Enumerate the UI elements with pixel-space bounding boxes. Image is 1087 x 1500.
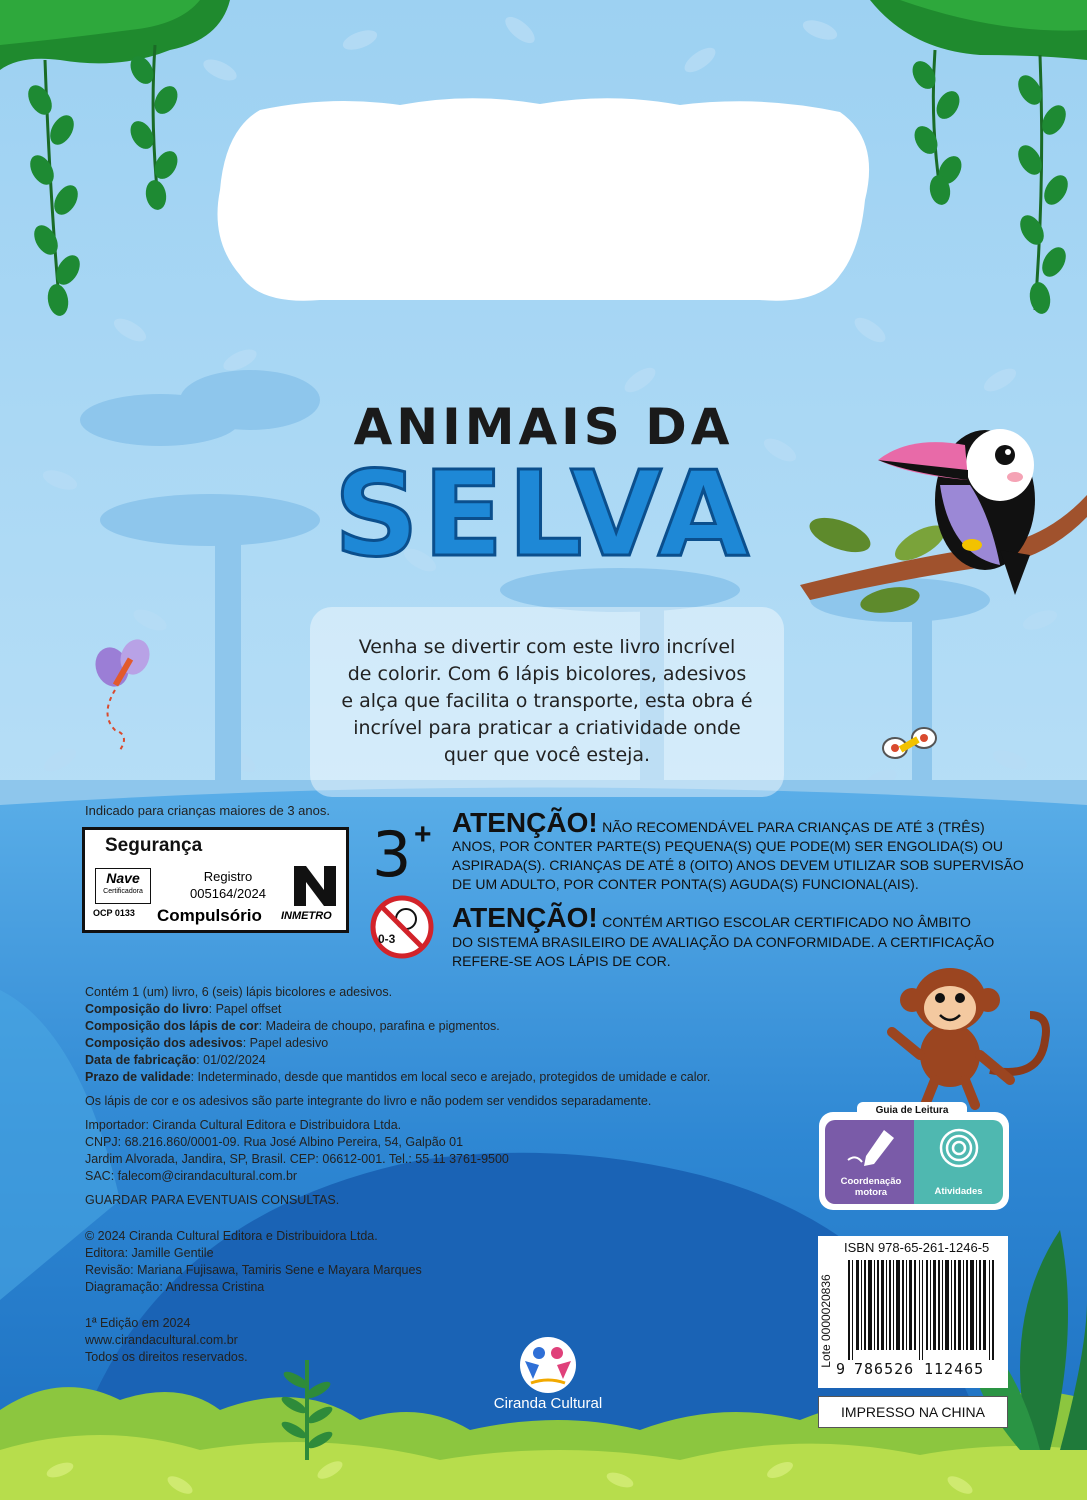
guide-left-label: [825, 1176, 917, 1198]
importer-line: Jardim Alvorada, Jandira, SP, Brasil. CEP: 06612-001. Tel.: 55 11 3761-9500: [85, 1152, 509, 1166]
compulsorio-label: Compulsório: [157, 906, 262, 925]
barcode-digits-right: 112465: [924, 1360, 985, 1378]
age-number: 3: [372, 818, 412, 891]
credits-line: Diagramação: Andressa Cristina: [85, 1280, 265, 1294]
contents-item: [85, 1069, 785, 1086]
contents-item: [85, 1035, 785, 1052]
registro-number: 005164/2024: [190, 886, 266, 901]
contents-item-label: Prazo de validade: [85, 1070, 191, 1084]
ocp-code: OCP 0133: [93, 908, 135, 918]
contents-item-label: Composição do livro: [85, 1002, 209, 1016]
contents-item: [85, 1018, 785, 1035]
blurb-line: de colorir. Com 6 lápis bicolores, adesivos: [347, 663, 747, 685]
warning-1: [452, 807, 1042, 894]
barcode-box: [818, 1236, 1008, 1388]
butterfly-illustration: [90, 635, 160, 760]
warning-2-line: DO SISTEMA BRASILEIRO DE AVALIAÇÃO DA CONFORMIDADE. A CERTIFICAÇÃO: [452, 934, 995, 950]
contents-item-value: : Papel offset: [208, 1002, 282, 1016]
contents-item-value: : Papel adesivo: [242, 1036, 329, 1050]
blurb-line: incrível para praticar a criatividade onde: [353, 717, 741, 739]
lote-text: Lote 0000020836: [819, 1274, 833, 1368]
publisher-logo-icon: [513, 1335, 583, 1395]
blurb-line: Venha se divertir com este livro incrível: [358, 636, 736, 658]
pencil-icon: [844, 1126, 904, 1170]
warning-1-line: ANOS, POR CONTER PARTE(S) PEQUENA(S) QUE PODE(M) SER ENGOLIDA(S) OU: [452, 838, 1003, 854]
contents-item-label: Composição dos adesivos: [85, 1036, 243, 1050]
importer-line: Importador: Ciranda Cultural Editora e Distribuidora Ltda.: [85, 1118, 402, 1132]
blurb-line: e alça que facilita o transporte, esta obra é: [341, 690, 753, 712]
warning-1-line: NÃO RECOMENDÁVEL PARA CRIANÇAS DE ATÉ 3 (TRÊS): [602, 819, 985, 835]
warning-1-line: ASPIRADA(S). CRIANÇAS DE ATÉ 8 (OITO) ANOS DEVEM UTILIZAR SOB SUPERVISÃO: [452, 857, 1024, 873]
importer-line: CNPJ: 68.216.860/0001-09. Rua José Albino Pereira, 54, Galpão 01: [85, 1135, 464, 1149]
reading-guide: [819, 1105, 1009, 1210]
barcode-icon: [848, 1260, 998, 1360]
importer-line: SAC: falecom@cirandacultural.com.br: [85, 1169, 298, 1183]
age-circle-label: 0-3: [378, 932, 396, 946]
warning-2-line: CONTÉM ARTIGO ESCOLAR CERTIFICADO NO ÂMBITO: [602, 914, 971, 930]
edition-line: 1ª Edição em 2024: [85, 1316, 191, 1330]
age-plus: +: [414, 818, 432, 851]
barcode-digit-first: 9: [836, 1360, 846, 1378]
edition-line: Todos os direitos reservados.: [85, 1350, 248, 1364]
contents-item-label: Composição dos lápis de cor: [85, 1019, 259, 1033]
contents-item-value: : Indeterminado, desde que mantidos em local seco e arejado, protegidos de umidade e calor.: [190, 1070, 711, 1084]
blurb-line: quer que você esteja.: [443, 744, 651, 766]
certifier-brand: Nave: [106, 870, 140, 886]
age-indication: Indicado para crianças maiores de 3 anos.: [85, 803, 330, 818]
warning-2-line: REFERE-SE AOS LÁPIS DE COR.: [452, 953, 671, 969]
inmetro-logo-icon: [290, 862, 340, 908]
contents-note: Os lápis de cor e os adesivos são parte integrante do livro e não podem ser vendidos separadamente.: [85, 1094, 652, 1108]
isbn-text: ISBN 978-65-261-1246-5: [844, 1240, 990, 1255]
registro-label: Registro: [203, 869, 253, 884]
credits-line: Editora: Jamille Gentile: [85, 1246, 214, 1260]
guide-title: Guia de Leitura: [857, 1102, 967, 1120]
book-title-line1: ANIMAIS DA: [353, 398, 734, 456]
printed-in-label: IMPRESSO NA CHINA: [818, 1396, 1008, 1428]
blurb-text: [320, 634, 774, 769]
warning-1-line: DE UM ADULTO, POR CONTER PONTA(S) AGUDA(S) FUNCIONAL(AIS).: [452, 876, 919, 892]
credits-line: © 2024 Ciranda Cultural Editora e Distribuidora Ltda.: [85, 1229, 378, 1243]
barcode-digits-left: 786526: [854, 1360, 915, 1378]
warning-2: [452, 902, 1042, 971]
safety-seal: [82, 827, 349, 933]
certifier-sub: Certificadora: [103, 888, 143, 895]
monkey-illustration: [880, 960, 1060, 1110]
keep-note: GUARDAR PARA EVENTUAIS CONSULTAS.: [85, 1193, 340, 1207]
edition-line: www.cirandacultural.com.br: [85, 1333, 238, 1347]
guide-left-label-1: Coordenação: [840, 1176, 902, 1187]
certifier-logo: [95, 868, 151, 904]
contents-item-label: Data de fabricação: [85, 1053, 197, 1067]
contents-item-value: : Madeira de choupo, parafina e pigmentos.: [258, 1019, 500, 1033]
book-title-line2: SELVA: [333, 445, 754, 583]
guide-left-label-2: motora: [854, 1187, 888, 1198]
contents-info: [85, 984, 785, 1366]
contents-item: [85, 1001, 785, 1018]
guide-right-label: Atividades: [934, 1186, 983, 1197]
warning-1-head: ATENÇÃO!: [452, 807, 598, 838]
contents-intro: Contém 1 (um) livro, 6 (seis) lápis bicolores e adesivos.: [85, 985, 393, 999]
inmetro-label: INMETRO: [281, 910, 332, 922]
publisher-name: Ciranda Cultural: [493, 1395, 603, 1412]
seal-title: Segurança: [105, 835, 203, 856]
no-under-3-icon: [370, 895, 434, 959]
contents-item: [85, 1052, 785, 1069]
credits-line: Revisão: Mariana Fujisawa, Tamiris Sene e Mayara Marques: [85, 1263, 422, 1277]
warning-2-head: ATENÇÃO!: [452, 902, 598, 933]
maze-icon: [937, 1126, 981, 1170]
small-butterfly-illustration: [880, 720, 940, 770]
contents-item-value: : 01/02/2024: [196, 1053, 266, 1067]
